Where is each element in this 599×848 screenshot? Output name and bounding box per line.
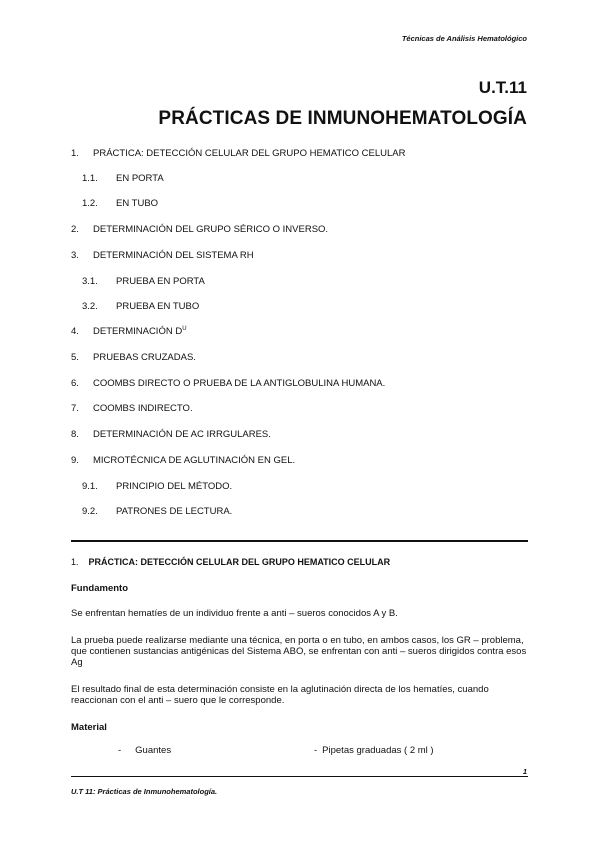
toc-item-text — [93, 326, 187, 337]
list-bullet: - — [314, 745, 318, 756]
toc-item-text: DETERMINACIÓN DEL SISTEMA RH — [93, 250, 254, 261]
page-number: 1 — [522, 767, 527, 776]
toc-item-superscript: U — [182, 325, 187, 332]
toc-item-number: 1.1. — [82, 173, 98, 184]
toc-item-number: 8. — [71, 429, 79, 440]
toc-item-number: 1. — [71, 148, 79, 159]
toc-item-text: COOMBS DIRECTO O PRUEBA DE LA ANTIGLOBULINA HUMANA. — [93, 378, 386, 389]
material-item — [314, 745, 434, 756]
unit-label: U.T.11 — [478, 78, 527, 97]
section-heading — [71, 557, 390, 567]
toc-item-text: PRUEBA EN PORTA — [116, 276, 205, 287]
toc-item-text: EN TUBO — [116, 198, 159, 209]
toc-item-number: 3. — [71, 250, 79, 261]
section-number: 1. — [71, 557, 79, 567]
footer-divider — [71, 776, 528, 777]
toc-item-number: 9. — [71, 455, 79, 466]
toc-item-text: EN PORTA — [116, 173, 164, 184]
toc-item-number: 4. — [71, 326, 79, 337]
toc-item-number: 1.2. — [82, 198, 98, 209]
paragraph: La prueba puede realizarse mediante una técnica, en porta o en tubo, en ambos casos, los GR – problema, que contienen sustancias antigénicas del Sistema ABO, se enfrentan con anti – sueros dirigidos contra esos Ag — [71, 635, 527, 668]
toc-item-number: 9.2. — [82, 506, 98, 517]
paragraph: El resultado final de esta determinación consiste en la aglutinación directa de los hematíes, cuando reaccionan con el anti – suero que le corresponde. — [71, 684, 489, 706]
toc-item-number: 9.1. — [82, 481, 98, 492]
material-item — [118, 745, 171, 756]
toc-item-number: 7. — [71, 403, 79, 414]
toc-item-text: PRUEBA EN TUBO — [116, 301, 200, 312]
toc-item-text: MICROTÉCNICA DE AGLUTINACIÓN EN GEL. — [93, 455, 296, 466]
toc-item-text-main: DETERMINACIÓN D — [93, 326, 183, 337]
section-heading-text: PRÁCTICA: DETECCIÓN CELULAR DEL GRUPO HEMATICO CELULAR — [88, 557, 391, 567]
toc-item-number: 6. — [71, 378, 79, 389]
toc-item-text: PRÁCTICA: DETECCIÓN CELULAR DEL GRUPO HEMATICO CELULAR — [93, 148, 406, 159]
section-divider — [71, 540, 528, 542]
list-bullet: - — [118, 745, 122, 756]
toc-item-text: DETERMINACIÓN DE AC IRRGULARES. — [93, 429, 271, 440]
toc-item-text: PRINCIPIO DEL MÉTODO. — [116, 481, 233, 492]
page-title: PRÁCTICAS DE INMUNOHEMATOLOGÍA — [158, 108, 527, 129]
fundamento-heading: Fundamento — [71, 583, 128, 594]
material-item-text: Guantes — [135, 745, 172, 756]
toc-item-number: 3.1. — [82, 276, 98, 287]
material-item-text: Pipetas graduadas ( 2 ml ) — [322, 745, 434, 756]
toc-item-text: PRUEBAS CRUZADAS. — [93, 352, 196, 363]
toc-item-text: DETERMINACIÓN DEL GRUPO SÉRICO O INVERSO. — [93, 224, 329, 235]
toc-item-number: 2. — [71, 224, 79, 235]
toc-item-text: PATRONES DE LECTURA. — [116, 506, 233, 517]
paragraph: Se enfrentan hematíes de un individuo frente a anti – sueros conocidos A y B. — [71, 608, 398, 619]
running-header: Técnicas de Análisis Hematológico — [401, 34, 527, 43]
toc-item-number: 5. — [71, 352, 79, 363]
footer-text: U.T 11: Prácticas de Inmunohematología. — [71, 787, 218, 796]
toc-item-text: COOMBS INDIRECTO. — [93, 403, 193, 414]
toc-item-number: 3.2. — [82, 301, 98, 312]
material-heading: Material — [71, 722, 107, 733]
